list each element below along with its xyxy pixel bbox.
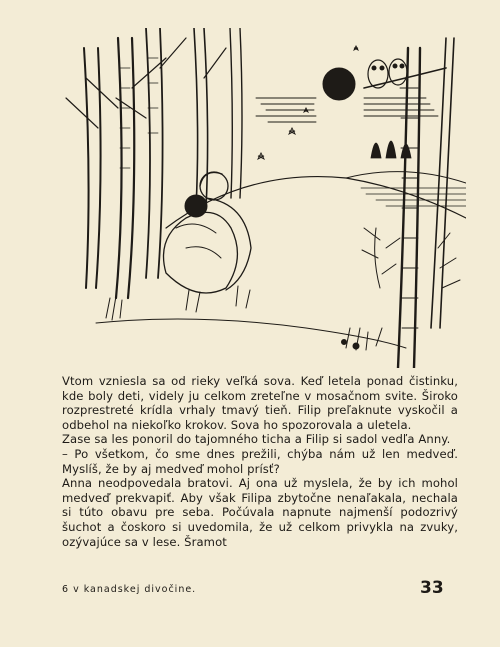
- tree-trunk: [194, 28, 198, 208]
- hill-outline: [166, 177, 466, 228]
- owl: [368, 60, 388, 88]
- tree-trunk: [96, 48, 101, 288]
- paragraph: Vtom vzniesla sa od rieky veľká sova. Keď letela ponad čistinku, kde boly deti, videly ju celkom zreteľne v mosačnom svite. Široko rozprestreté krídla vrhaly tmavý tieň. Filip preľaknute vyskočil a odbehol na niekoľko krokov. Sova ho spozorovala a uletela.: [62, 374, 458, 432]
- footer-signature: 6 v kanadskej divočine.: [62, 584, 197, 595]
- paragraph: Anna neodpovedala bratovi. Aj ona už myslela, že by ich mohol medveď prekvapiť. Aby však Filipa zbytočne nenaľakala, nechala si túto obavu pre seba. Počúvala napnute najmenší podozrivý šuchot a čoskoro si uvedomila, že už celkom privykla na zvuky, ozývajúce sa v lese. Šramot: [62, 476, 458, 549]
- paragraph: – Po všetkom, čo sme dnes prežili, chýba nám už len medveď. Myslíš, že by aj medveď mohol prísť?: [62, 446, 458, 476]
- star: [304, 108, 308, 112]
- tree-trunk: [230, 28, 232, 198]
- branch: [364, 68, 446, 88]
- tree-trunk: [84, 48, 89, 288]
- flower: [353, 343, 359, 349]
- shrub: [362, 228, 400, 288]
- branches: [66, 38, 226, 128]
- owl: [389, 59, 407, 85]
- star: [289, 128, 295, 134]
- star: [258, 153, 264, 159]
- tree-trunk: [431, 38, 446, 328]
- shrub: [438, 233, 460, 288]
- star: [354, 46, 358, 50]
- page-number: 33: [420, 578, 444, 598]
- grass: [106, 286, 382, 350]
- forest-illustration: [46, 28, 466, 368]
- tree-trunk: [240, 28, 242, 198]
- tree-trunk: [204, 28, 208, 208]
- paragraph: Zase sa les ponoril do tajomného ticha a Filip si sadol vedľa Anny.: [62, 432, 451, 447]
- body-text: [62, 374, 458, 549]
- moon: [323, 68, 355, 100]
- flower: [342, 340, 347, 345]
- tree-trunk: [440, 38, 454, 328]
- hill-hatching: [361, 188, 466, 206]
- tree-trunk: [146, 28, 150, 278]
